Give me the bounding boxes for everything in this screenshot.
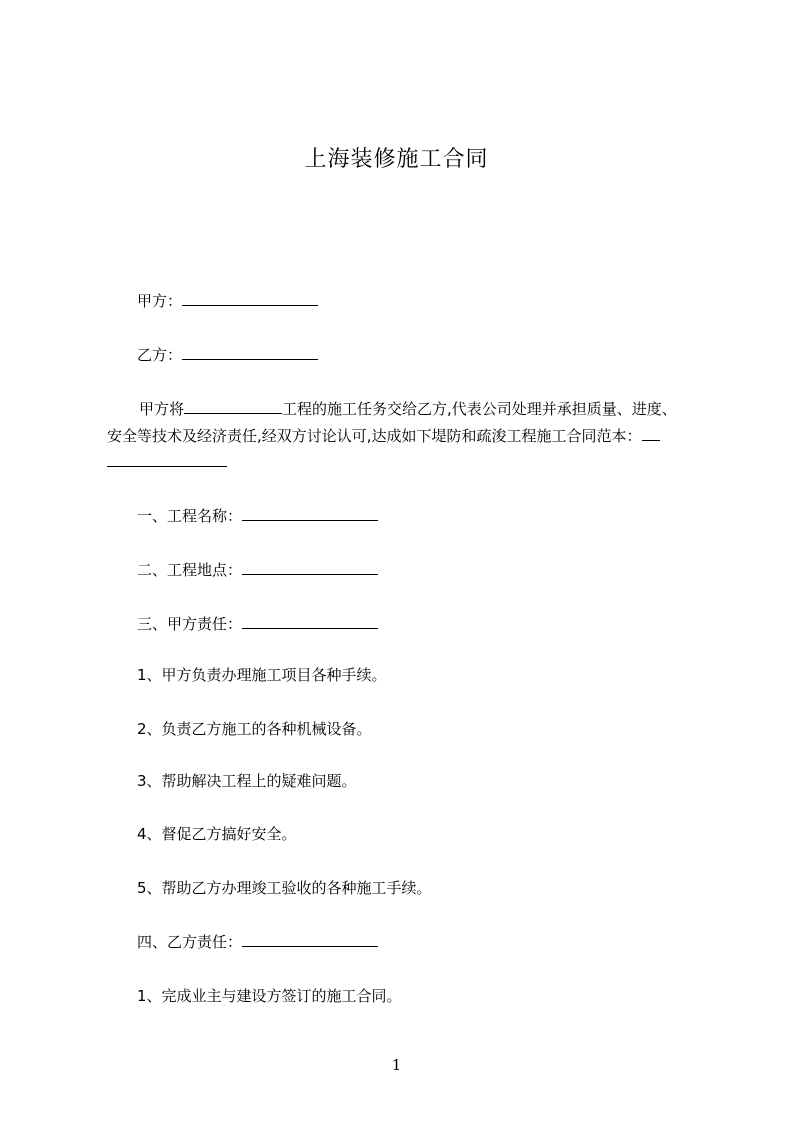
section-1-blank bbox=[242, 506, 378, 521]
party-b-line bbox=[137, 345, 318, 365]
intro-line-2-text: 安全等技术及经济责任,经双方讨论认可,达成如下堤防和疏浚工程施工合同范本： bbox=[107, 427, 642, 445]
project-name-blank bbox=[184, 399, 282, 414]
list-item: 5、帮助乙方办理竣工验收的各种施工手续。 bbox=[137, 879, 432, 897]
intro-line-2 bbox=[107, 426, 707, 446]
section-4-blank bbox=[242, 932, 378, 947]
section-4-label: 四、乙方责任： bbox=[137, 933, 243, 951]
party-a-label: 甲方： bbox=[137, 292, 183, 310]
intro-line-1 bbox=[139, 399, 739, 419]
section-2-blank bbox=[242, 560, 378, 575]
section-2-line bbox=[137, 560, 378, 580]
document-title: 上海装修施工合同 bbox=[304, 147, 489, 172]
list-item: 1、甲方负责办理施工项目各种手续。 bbox=[137, 666, 387, 684]
section-3-blank bbox=[242, 614, 378, 629]
party-b-label: 乙方： bbox=[137, 346, 183, 364]
intro-part-2: 工程的施工任务交给乙方,代表公司处理并承担质量、进度、 bbox=[282, 400, 677, 418]
page-number: 1 bbox=[391, 1056, 402, 1074]
section-1-line bbox=[137, 506, 378, 526]
intro-blank-b bbox=[107, 452, 227, 467]
list-item: 3、帮助解决工程上的疑难问题。 bbox=[137, 772, 357, 790]
intro-line-3 bbox=[107, 452, 707, 472]
section-4-line bbox=[137, 932, 378, 952]
list-item: 1、完成业主与建设方签订的施工合同。 bbox=[137, 987, 402, 1005]
section-3-label: 三、甲方责任： bbox=[137, 615, 243, 633]
intro-blank-a bbox=[642, 426, 660, 441]
party-a-line bbox=[137, 291, 318, 311]
section-3-line bbox=[137, 614, 378, 634]
party-b-blank bbox=[182, 345, 318, 360]
list-item: 4、督促乙方搞好安全。 bbox=[137, 825, 297, 843]
list-item: 2、负责乙方施工的各种机械设备。 bbox=[137, 720, 372, 738]
intro-part-1: 甲方将 bbox=[139, 400, 185, 418]
section-1-label: 一、工程名称： bbox=[137, 507, 243, 525]
section-2-label: 二、工程地点： bbox=[137, 561, 243, 579]
party-a-blank bbox=[182, 291, 318, 306]
